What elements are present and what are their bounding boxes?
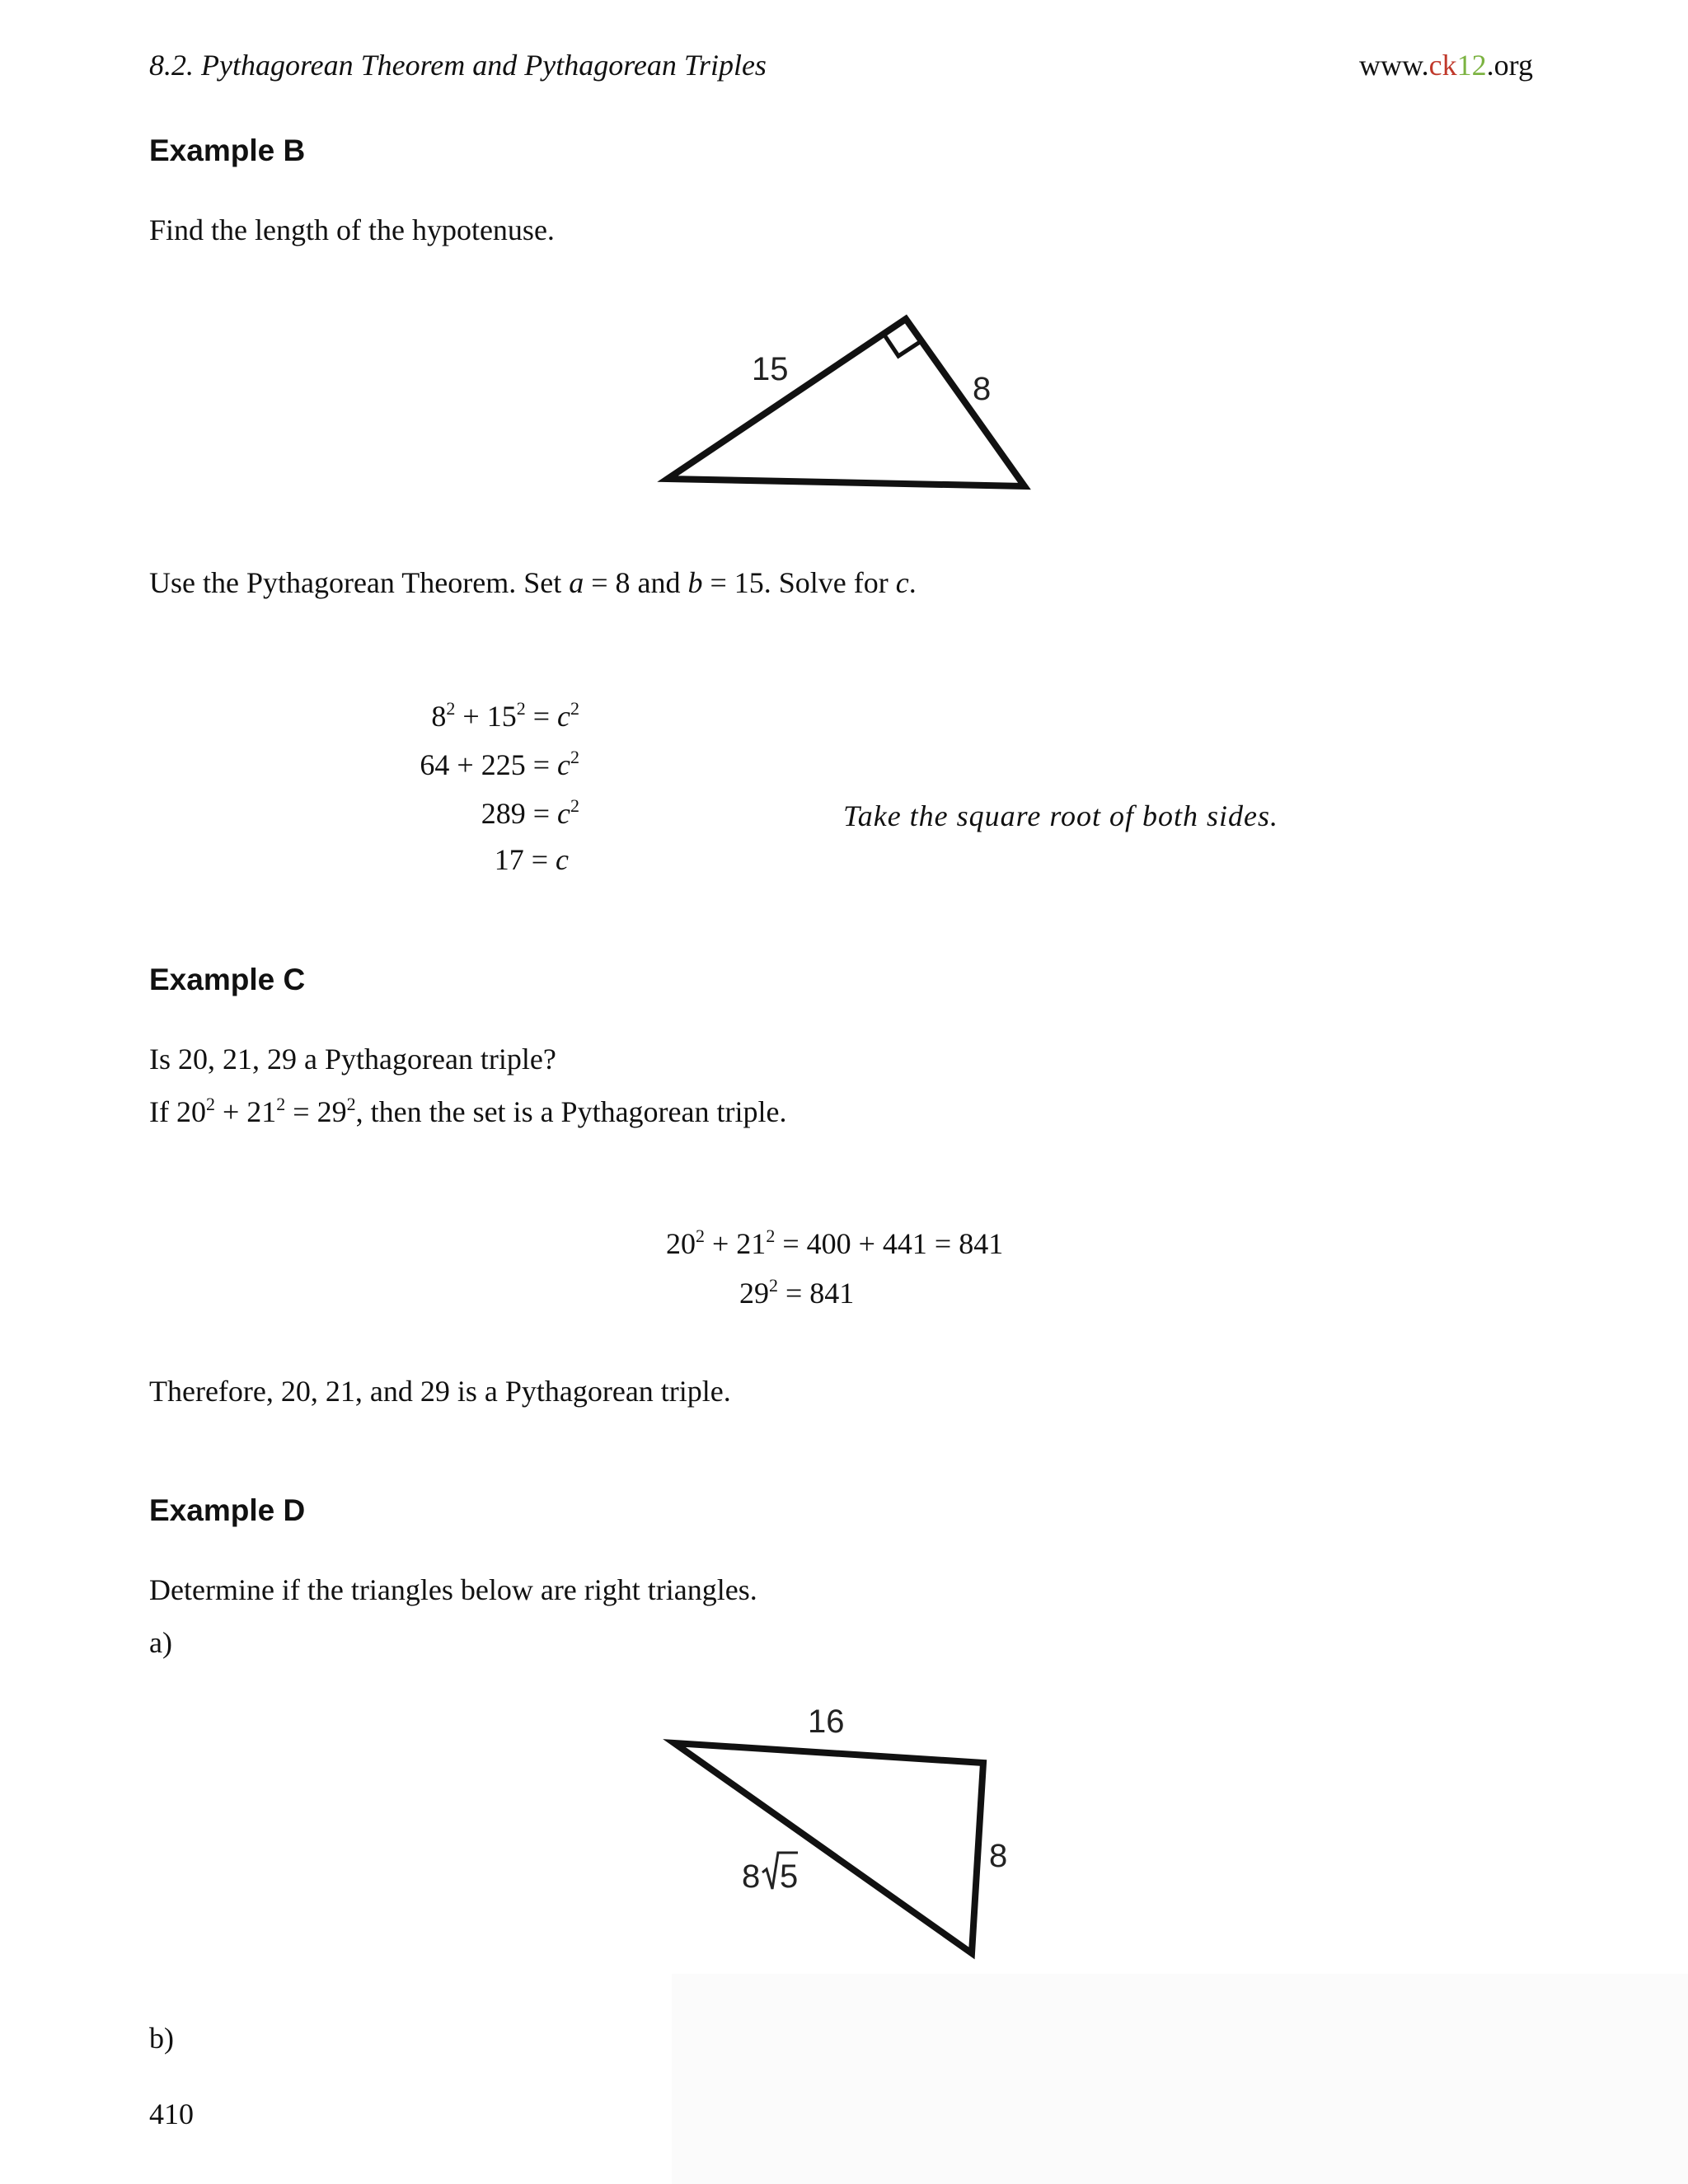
step2-exp: 2 <box>570 747 579 767</box>
equation-step-4 <box>233 842 569 877</box>
condition-text-3: = 29 <box>285 1095 347 1128</box>
step3-exp: 2 <box>570 795 579 816</box>
condition-exp-2: 2 <box>276 1094 286 1114</box>
part-b-label: b) <box>149 2022 174 2055</box>
eq1-c: = 400 + 441 = 841 <box>775 1227 1004 1260</box>
example-c-question: Is 20, 21, 29 a Pythagorean triple? <box>149 1043 556 1076</box>
site-suffix: .org <box>1486 49 1533 82</box>
step1-mid: + 15 <box>455 700 517 733</box>
instruction-text-1: Use the Pythagorean Theorem. Set <box>149 566 570 599</box>
site-ck: ck <box>1428 49 1457 82</box>
example-c-equation-2 <box>739 1276 854 1310</box>
condition-exp-3: 2 <box>346 1094 356 1114</box>
variable-c: c <box>895 566 909 599</box>
eq1-a: 20 <box>666 1227 696 1260</box>
eq2-a: 29 <box>739 1277 769 1310</box>
side-label-16: 16 <box>808 1704 845 1740</box>
eq2-b: = 841 <box>778 1277 855 1310</box>
step1-exp1: 2 <box>446 698 456 719</box>
example-c-conclusion: Therefore, 20, 21, and 29 is a Pythagorean triple. <box>149 1375 731 1408</box>
eq1-b: + 21 <box>705 1227 767 1260</box>
site-prefix: www. <box>1359 49 1429 82</box>
step1-exp3: 2 <box>570 698 579 719</box>
equation-step-3 <box>233 796 579 831</box>
step1-eq: = <box>525 700 558 733</box>
step-note: Take the square root of both sides. <box>843 799 1278 832</box>
condition-text-1: If 20 <box>149 1095 206 1128</box>
step2-var: c <box>557 748 570 781</box>
leg-label-8: 8 <box>973 371 992 407</box>
page-shading <box>672 1974 1688 2184</box>
instruction-text-3: = 15. Solve for <box>702 566 896 599</box>
step2-lhs: 64 + 225 = <box>420 748 558 781</box>
triangle-outline-a <box>674 1743 983 1953</box>
step1-var: c <box>557 700 570 733</box>
eq1-exp2: 2 <box>766 1226 776 1246</box>
step1-base: 8 <box>431 700 447 733</box>
instruction-text-4: . <box>908 566 917 599</box>
example-d-heading: Example D <box>149 1493 306 1527</box>
variable-b: b <box>687 566 703 599</box>
running-header-site[interactable] <box>1359 48 1533 82</box>
leg-label-15: 15 <box>752 351 789 387</box>
part-a-label: a) <box>149 1626 172 1659</box>
example-b-instruction <box>149 565 917 600</box>
condition-text-2: + 21 <box>214 1095 277 1128</box>
equation-step-1 <box>233 699 579 733</box>
hypotenuse-radicand: 5 <box>780 1858 799 1895</box>
step3-var: c <box>557 797 570 830</box>
example-d-triangle-figure <box>643 1690 1039 1970</box>
step4-var: c <box>556 843 569 876</box>
condition-exp-1: 2 <box>205 1094 215 1114</box>
site-12: 12 <box>1456 49 1487 82</box>
step1-exp2: 2 <box>516 698 526 719</box>
eq2-exp1: 2 <box>769 1275 778 1296</box>
example-c-condition <box>149 1094 786 1129</box>
example-b-triangle-figure <box>643 297 1039 503</box>
eq1-exp1: 2 <box>696 1226 705 1246</box>
running-header-section: 8.2. Pythagorean Theorem and Pythagorean Triples <box>149 49 767 82</box>
variable-a: a <box>569 566 584 599</box>
condition-text-4: , then the set is a Pythagorean triple. <box>355 1095 787 1128</box>
side-label-8: 8 <box>989 1838 1008 1874</box>
example-b-prompt: Find the length of the hypotenuse. <box>149 213 555 246</box>
triangle-outline <box>668 319 1025 486</box>
example-c-heading: Example C <box>149 963 306 996</box>
instruction-text-2: = 8 and <box>584 566 688 599</box>
step4-lhs: 17 = <box>494 843 556 876</box>
example-c-equation-1 <box>666 1226 1003 1261</box>
example-d-prompt: Determine if the triangles below are right triangles. <box>149 1573 757 1606</box>
example-b-heading: Example B <box>149 134 306 167</box>
right-angle-marker <box>884 334 920 356</box>
equation-step-2 <box>233 748 579 782</box>
step3-lhs: 289 = <box>481 797 558 830</box>
page-number: 410 <box>149 2097 194 2130</box>
hypotenuse-coefficient: 8 <box>742 1858 761 1895</box>
